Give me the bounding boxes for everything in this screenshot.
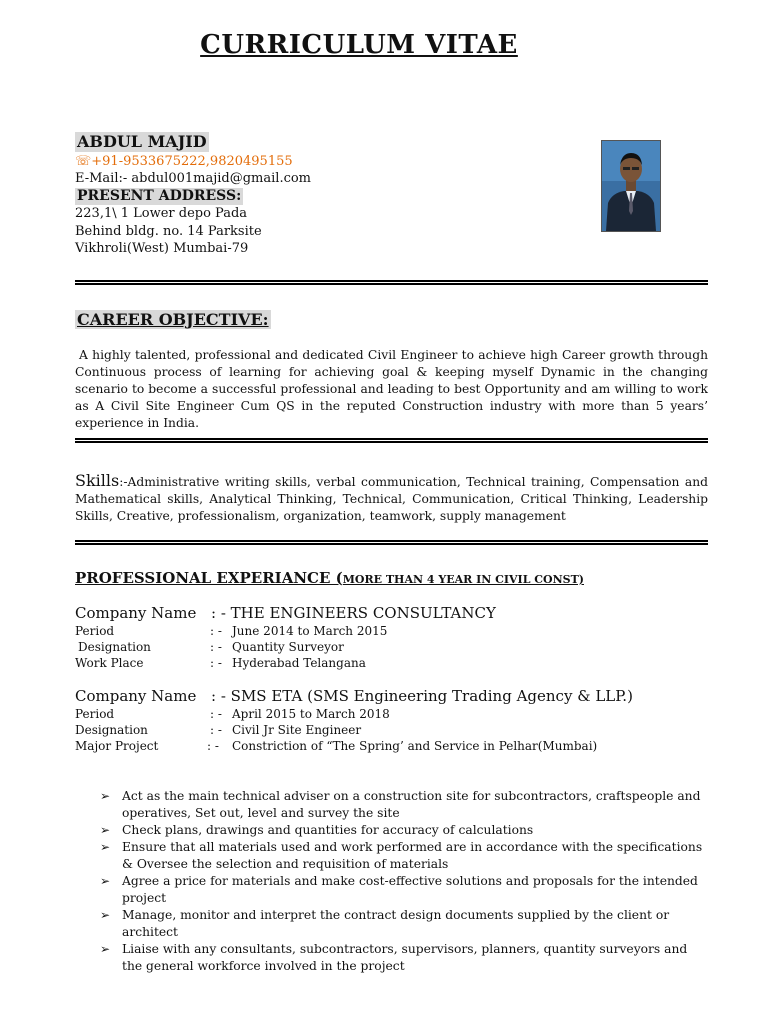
- professional-experience-heading: PROFESSIONAL EXPERIANCE (MORE THAN 4 YEAR IN CIVIL CONST): [75, 569, 584, 587]
- list-item: ➢ Agree a price for materials and make cost-effective solutions and proposals for the intended project: [100, 874, 698, 905]
- career-objective-heading: CAREER OBJECTIVE:: [77, 310, 269, 329]
- address-line: Behind bldg. no. 14 Parksite: [75, 223, 262, 239]
- profile-photo: [601, 140, 661, 232]
- section-divider: [75, 280, 708, 285]
- phone-number: +91-9533675222,9820495155: [91, 153, 293, 169]
- present-address-label: PRESENT ADDRESS:: [77, 187, 242, 204]
- skills-label: Skills: [75, 471, 120, 490]
- list-item: ➢ Manage, monitor and interpret the contract design documents supplied by the client or architect: [100, 908, 670, 939]
- company-name-label: Company Name: [75, 687, 197, 705]
- arrow-bullet-icon: ➢: [100, 874, 111, 888]
- arrow-bullet-icon: ➢: [100, 840, 111, 854]
- section-divider: [75, 438, 708, 443]
- document-title: CURRICULUM VITAE: [200, 30, 518, 60]
- list-item: ➢ Check plans, drawings and quantities for accuracy of calculations: [100, 823, 534, 837]
- arrow-bullet-icon: ➢: [100, 942, 111, 956]
- company-name: SMS ETA (SMS Engineering Trading Agency & LLP.): [230, 687, 633, 705]
- candidate-name: ABDUL MAJID: [77, 132, 207, 151]
- phone-line: [75, 153, 575, 171]
- list-item: ➢ Liaise with any consultants, subcontractors, supervisors, planners, quantity surveyors and the general workforce involved in the project: [100, 942, 688, 973]
- career-objective-text: A highly talented, professional and dedicated Civil Engineer to achieve high Career growth through Continuous process of learning for achieving goal & keeping myself Dynamic in the changing scenario to become a successful professional and leading to best Opportunity and am willing to work as A Civil Site Engineer Cum QS in the reputed Construction industry with more than 5 years’ experience in India.: [75, 348, 708, 430]
- email-line: E-Mail:- abdul001majid@gmail.com: [75, 171, 312, 186]
- company-name: THE ENGINEERS CONSULTANCY: [230, 604, 496, 622]
- skills-block: [75, 472, 708, 525]
- skills-text: :-Administrative writing skills, verbal communication, Technical training, Compensation and Mathematical skills, Analytical Thinking, Technical, Communication, Critical Thinking, Leadership Skills, Creative, professionalism, organization, teamwork, supply management: [75, 475, 708, 523]
- arrow-bullet-icon: ➢: [100, 908, 111, 922]
- company-name-label: Company Name: [75, 604, 197, 622]
- arrow-bullet-icon: ➢: [100, 823, 111, 837]
- address-line: Vikhroli(West) Mumbai-79: [75, 241, 249, 256]
- contact-block: [75, 132, 575, 258]
- person-photo-icon: [602, 141, 660, 231]
- list-item: ➢ Ensure that all materials used and work performed are in accordance with the specifications & Oversee the selection and requisition of materials: [100, 840, 703, 871]
- company-entry: Company Name : - THE ENGINEERS CONSULTANCY Period : - June 2014 to March 2015 Designation : - Quantity Surveyor Work Place : - Hyderabad Telangana: [75, 604, 496, 670]
- arrow-bullet-icon: ➢: [100, 789, 111, 803]
- responsibilities-list: [100, 788, 708, 975]
- address-line: 223,1\ 1 Lower depo Pada: [75, 206, 248, 221]
- section-divider: [75, 540, 708, 545]
- company-entry: Company Name : - SMS ETA (SMS Engineering Trading Agency & LLP.) Period : - April 2015 to March 2018 Designation : - Civil Jr Site Engineer Major Project : - Constriction of “The Spring’ and Service in Pelhar(Mumbai): [75, 687, 633, 753]
- list-item: ➢ Act as the main technical adviser on a construction site for subcontractors, craftspeople and operatives, Set out, level and survey the site: [100, 789, 701, 820]
- phone-icon: ☏: [75, 153, 92, 169]
